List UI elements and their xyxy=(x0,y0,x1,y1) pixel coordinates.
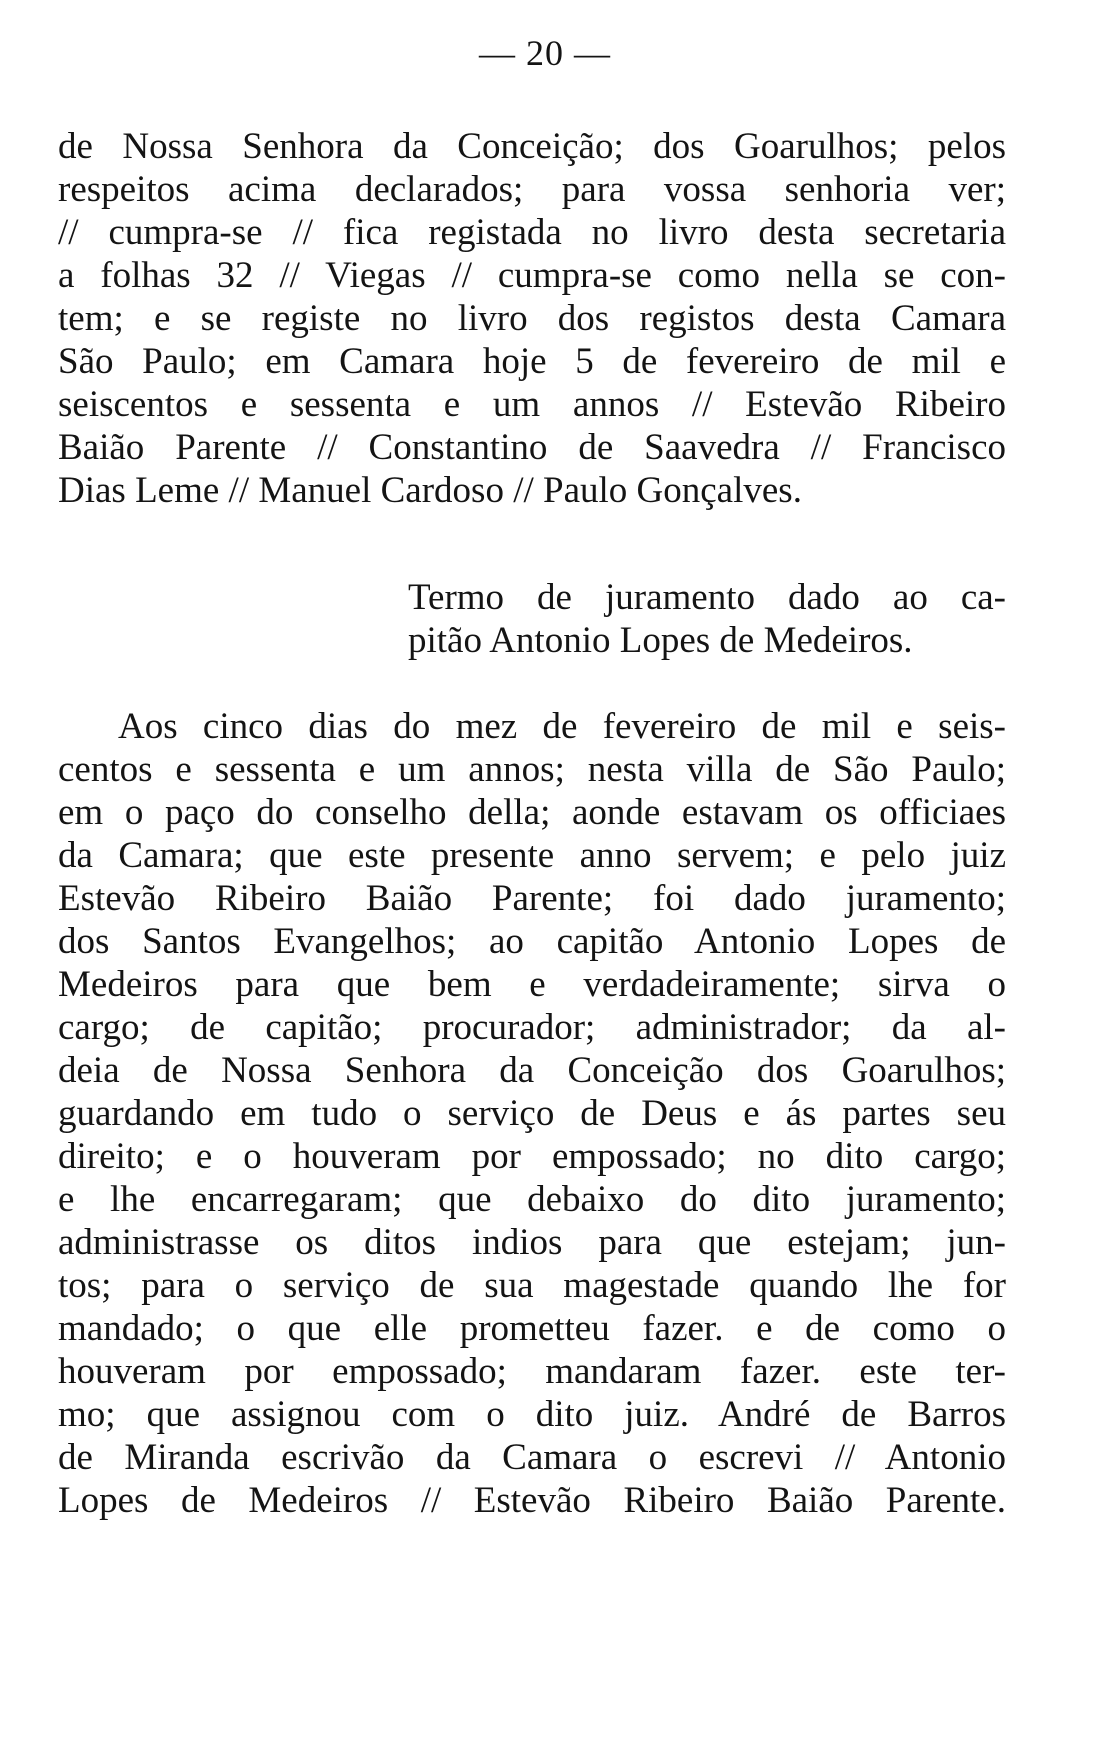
paragraph-1-line: Baião Parente // Constantino de Saavedra // Francisco xyxy=(58,427,1006,468)
paragraph-1-line: a folhas 32 // Viegas // cumpra-se como nella se con- xyxy=(58,255,1006,296)
section-heading-line: Termo de juramento dado ao ca- xyxy=(408,577,1006,618)
paragraph-2-line: Estevão Ribeiro Baião Parente; foi dado juramento; xyxy=(58,878,1006,919)
paragraph-1-line: São Paulo; em Camara hoje 5 de fevereiro de mil e xyxy=(58,341,1006,382)
page-number: — 20 — xyxy=(479,33,611,73)
paragraph-2-line: mandado; o que elle prometteu fazer. e de como o xyxy=(58,1308,1006,1349)
paragraph-2-line: mo; que assignou com o dito juiz. André de Barros xyxy=(58,1394,1006,1435)
paragraph-2-line: em o paço do conselho della; aonde estavam os officiaes xyxy=(58,792,1006,833)
paragraph-2-line: deia de Nossa Senhora da Conceição dos Goarulhos; xyxy=(58,1050,1006,1091)
section-heading-line: pitão Antonio Lopes de Medeiros. xyxy=(408,620,913,661)
paragraph-2-line: guardando em tudo o serviço de Deus e ás partes seu xyxy=(58,1093,1006,1134)
paragraph-1-line: seiscentos e sessenta e um annos // Estevão Ribeiro xyxy=(58,384,1006,425)
paragraph-2-line: Lopes de Medeiros // Estevão Ribeiro Baião Parente. xyxy=(58,1480,1006,1521)
paragraph-2-line: direito; e o houveram por empossado; no dito cargo; xyxy=(58,1136,1006,1177)
paragraph-2-line: centos e sessenta e um annos; nesta villa de São Paulo; xyxy=(58,749,1006,790)
paragraph-2-line: de Miranda escrivão da Camara o escrevi // Antonio xyxy=(58,1437,1006,1478)
paragraph-1-line: de Nossa Senhora da Conceição; dos Goarulhos; pelos xyxy=(58,126,1006,167)
paragraph-2-line: Medeiros para que bem e verdadeiramente; sirva o xyxy=(58,964,1006,1005)
paragraph-2-line: cargo; de capitão; procurador; administrador; da al- xyxy=(58,1007,1006,1048)
paragraph-2-line: Aos cinco dias do mez de fevereiro de mil e seis- xyxy=(118,706,1006,747)
paragraph-2-line: e lhe encarregaram; que debaixo do dito juramento; xyxy=(58,1179,1006,1220)
paragraph-2-line: tos; para o serviço de sua magestade quando lhe for xyxy=(58,1265,1006,1306)
paragraph-1-line: tem; e se registe no livro dos registos desta Camara xyxy=(58,298,1006,339)
paragraph-2-line: da Camara; que este presente anno servem; e pelo juiz xyxy=(58,835,1006,876)
paragraph-1-line: // cumpra-se // fica registada no livro desta secretaria xyxy=(58,212,1006,253)
paragraph-2-line: dos Santos Evangelhos; ao capitão Antonio Lopes de xyxy=(58,921,1006,962)
paragraph-2-line: administrasse os ditos indios para que estejam; jun- xyxy=(58,1222,1006,1263)
paragraph-1-line: Dias Leme // Manuel Cardoso // Paulo Gonçalves. xyxy=(58,470,802,511)
paragraph-2-line: houveram por empossado; mandaram fazer. este ter- xyxy=(58,1351,1006,1392)
paragraph-1-line: respeitos acima declarados; para vossa senhoria ver; xyxy=(58,169,1006,210)
